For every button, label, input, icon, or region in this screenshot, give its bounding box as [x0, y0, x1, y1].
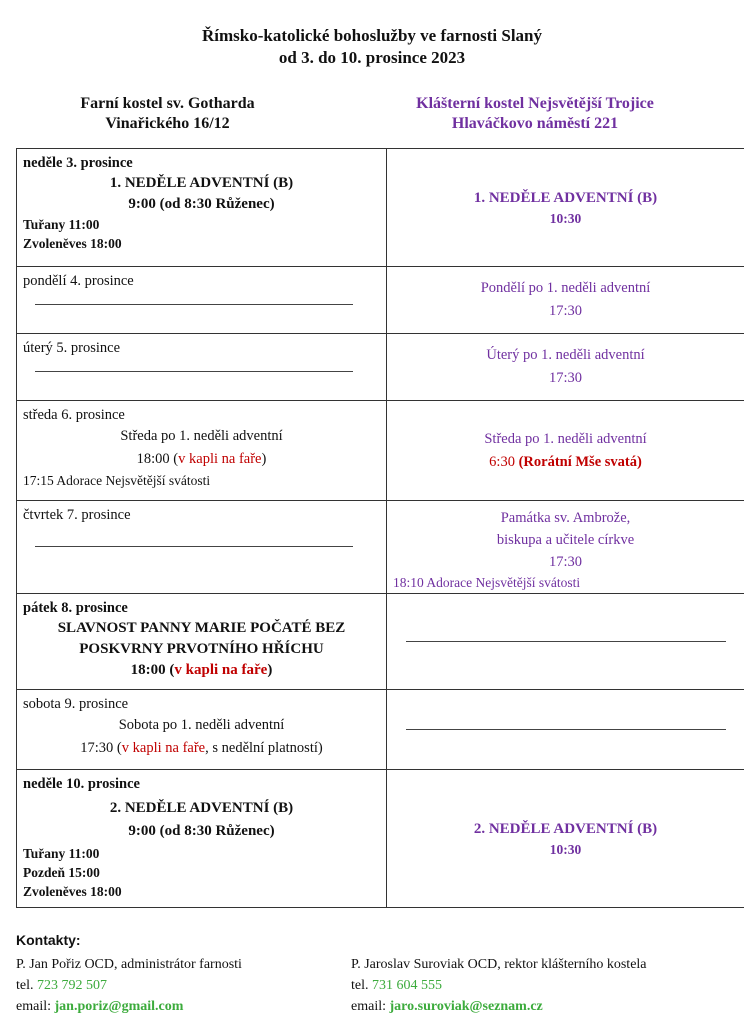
parish-cell: [17, 594, 387, 690]
contact-name: P. Jaroslav Suroviak OCD, rektor klášterního kostela: [351, 957, 647, 972]
mass-time: [23, 448, 380, 471]
day-label: sobota 9. prosince: [23, 696, 129, 712]
mass-time: 10:30: [549, 210, 582, 226]
parish-cell: [17, 770, 387, 908]
time-text: 6:30: [489, 453, 515, 470]
contact-parish: [16, 954, 242, 1017]
extra-mass: Zvoleněves 18:00: [23, 884, 122, 899]
extra-mass: Pozdeň 15:00: [23, 865, 100, 880]
tel-label: tel.: [16, 978, 34, 993]
day-label: úterý 5. prosince: [23, 340, 121, 356]
day-label: pátek 8. prosince: [23, 600, 128, 616]
feast-name: Středa po 1. neděli adventní: [484, 430, 647, 447]
extra-mass: Tuřany 11:00: [23, 846, 100, 861]
feast-name: 1. NEDĚLE ADVENTNÍ (B): [109, 175, 294, 191]
empty-line: [35, 546, 353, 547]
feast-name: 2. NEDĚLE ADVENTNÍ (B): [109, 800, 294, 816]
monastery-cell: [387, 501, 744, 594]
feast-name: Úterý po 1. neděli adventní: [486, 347, 645, 363]
phone-number[interactable]: 723 792 507: [37, 978, 107, 993]
monastery-cell: [387, 149, 744, 267]
time-text: 18:00 (: [136, 451, 179, 467]
day-label: středa 6. prosince: [23, 407, 125, 423]
parish-cell: [17, 334, 387, 401]
time-text-end: ): [267, 662, 273, 678]
time-text: 17:30 (: [80, 740, 122, 756]
mass-time: [387, 451, 744, 474]
chapel-location: v kapli na faře: [174, 662, 268, 678]
parish-cell: [17, 401, 387, 501]
monastery-church-address: Hlaváčkovo náměstí 221: [451, 115, 619, 132]
page-title: Římsko-katolické bohoslužby ve farnosti Slaný: [201, 26, 543, 45]
table-row: [17, 267, 744, 334]
contact-email: [16, 996, 242, 1017]
feast-name-line2: biskupa a učitele církve: [496, 532, 635, 548]
chapel-location: v kapli na faře: [121, 740, 206, 756]
table-row: [17, 501, 744, 594]
table-row: [17, 690, 744, 770]
contact-name: P. Jan Pořiz OCD, administrátor farnosti: [16, 957, 242, 972]
monastery-cell: [387, 401, 744, 501]
empty-line: [35, 304, 353, 305]
page-subtitle: od 3. do 10. prosince 2023: [278, 48, 466, 67]
table-row: [17, 149, 744, 267]
mass-time: 17:30: [548, 554, 583, 570]
day-label: neděle 10. prosince: [23, 776, 140, 792]
email-link[interactable]: jan.poriz@gmail.com: [54, 999, 184, 1014]
mass-time: [23, 737, 380, 760]
feast-name-line2: POSKVRNY PRVOTNÍHO HŘÍCHU: [79, 641, 324, 657]
contact-phone: [16, 975, 242, 996]
day-label: pondělí 4. prosince: [23, 273, 134, 289]
monastery-cell: [387, 770, 744, 908]
tel-label: tel.: [351, 978, 369, 993]
extra-mass: Zvoleněves 18:00: [23, 236, 122, 251]
chapel-location: v kapli na faře: [178, 451, 262, 467]
table-row: [17, 594, 744, 690]
contact-monastery: [351, 954, 647, 1017]
mass-time: 17:30: [548, 370, 583, 386]
feast-name: 1. NEDĚLE ADVENTNÍ (B): [473, 189, 658, 206]
contact-phone: [351, 975, 647, 996]
monastery-church-name: Klášterní kostel Nejsvětější Trojice: [416, 95, 654, 112]
adoration-note: 17:15 Adorace Nejsvětější svátosti: [23, 473, 211, 488]
monastery-church-header: [370, 94, 700, 134]
mass-time: 10:30: [549, 841, 582, 857]
extra-mass: Tuřany 11:00: [23, 217, 100, 232]
contact-email: [351, 996, 647, 1017]
feast-name: Pondělí po 1. neděli adventní: [480, 280, 651, 296]
parish-cell: [17, 149, 387, 267]
roraty-note: (Rorátní Mše svatá): [518, 453, 642, 470]
feast-name: 2. NEDĚLE ADVENTNÍ (B): [473, 820, 658, 837]
empty-line: [35, 371, 353, 372]
feast-name: Sobota po 1. neděli adventní: [118, 717, 285, 733]
parish-cell: [17, 267, 387, 334]
monastery-cell: [387, 267, 744, 334]
phone-number[interactable]: 731 604 555: [372, 978, 442, 993]
adoration-note: 18:10 Adorace Nejsvětější svátosti: [393, 575, 581, 590]
day-label: čtvrtek 7. prosince: [23, 507, 131, 523]
parish-cell: [17, 690, 387, 770]
parish-church-header: [20, 94, 315, 134]
time-text-end: ): [261, 451, 267, 467]
schedule-table: [16, 148, 744, 908]
monastery-cell: [387, 690, 744, 770]
contacts-heading: Kontakty:: [16, 932, 81, 948]
table-row: [17, 334, 744, 401]
parish-cell: [17, 501, 387, 594]
email-label: email:: [16, 999, 51, 1014]
email-label: email:: [351, 999, 386, 1014]
feast-name-line1: SLAVNOST PANNY MARIE POČATÉ BEZ: [57, 620, 346, 636]
email-link[interactable]: jaro.suroviak@seznam.cz: [389, 999, 543, 1014]
time-text: 18:00 (: [130, 662, 175, 678]
feast-name: Středa po 1. neděli adventní: [120, 428, 283, 444]
table-row: [17, 770, 744, 908]
empty-line: [406, 729, 726, 730]
contacts-section: [16, 932, 730, 1014]
table-row: [17, 401, 744, 501]
monastery-cell: [387, 334, 744, 401]
mass-time: 9:00 (od 8:30 Růženec): [128, 196, 275, 212]
mass-time: [23, 660, 380, 681]
parish-church-name: Farní kostel sv. Gotharda: [80, 95, 255, 112]
day-label: neděle 3. prosince: [23, 155, 133, 171]
parish-church-address: Vinařického 16/12: [105, 115, 230, 132]
empty-line: [406, 641, 726, 642]
mass-time: 9:00 (od 8:30 Růženec): [128, 823, 275, 839]
feast-name-line1: Památka sv. Ambrože,: [500, 510, 631, 526]
monastery-cell: [387, 594, 744, 690]
time-text-end: , s nedělní platností): [205, 740, 323, 756]
mass-time: 17:30: [548, 303, 583, 319]
